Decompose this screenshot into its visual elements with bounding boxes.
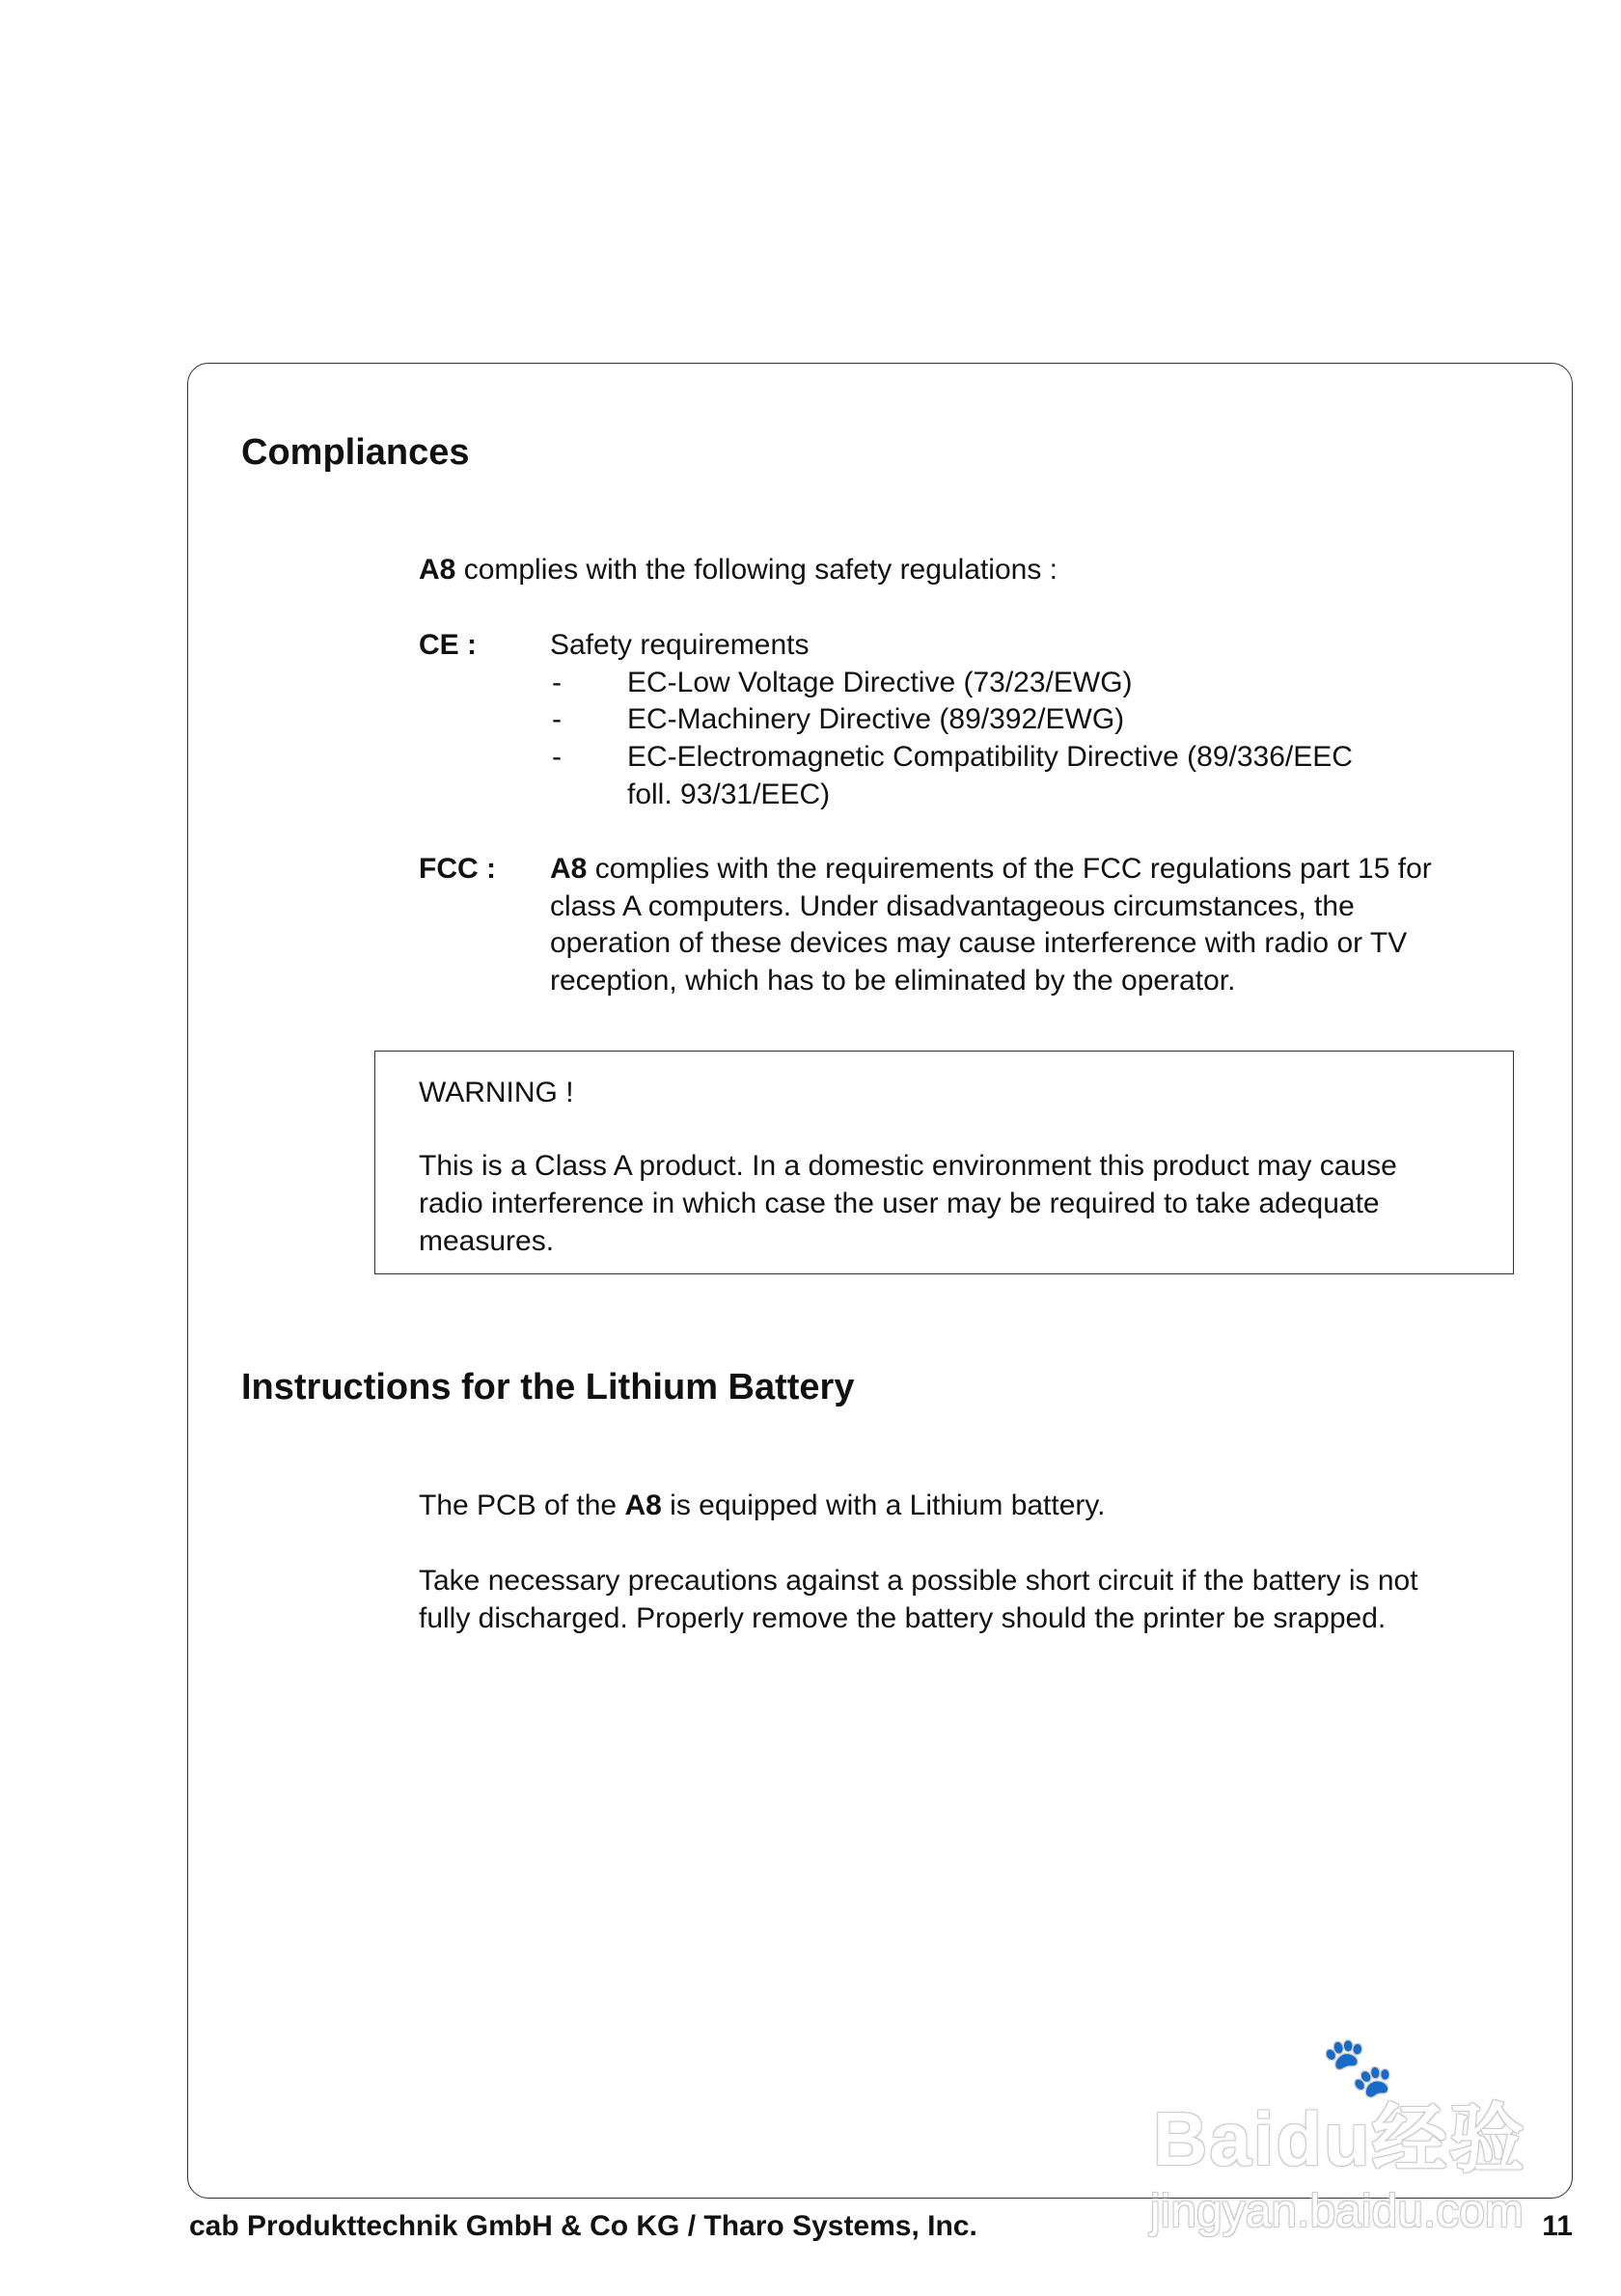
product-name: A8 — [419, 554, 456, 586]
fcc-text: complies with the requirements of the FCC regulations part 15 for — [587, 853, 1432, 885]
fcc-line: class A computers. Under disadvantageous circumstances, the — [550, 890, 1355, 922]
compliances-heading: Compliances — [241, 432, 470, 473]
battery-line: fully discharged. Properly remove the battery should the printer be srapped. — [419, 1602, 1387, 1634]
ce-item: EC-Low Voltage Directive (73/23/EWG) — [627, 667, 1133, 698]
warning-title: WARNING ! — [419, 1077, 574, 1108]
warning-line: radio interference in which case the user may be required to take adequate — [419, 1188, 1380, 1219]
ce-item-dash: - — [552, 667, 562, 698]
page-number: 11 — [1542, 2210, 1573, 2242]
ce-item: EC-Machinery Directive (89/392/EWG) — [627, 703, 1125, 735]
fcc-line: reception, which has to be eliminated by the operator. — [550, 965, 1236, 997]
battery-heading: Instructions for the Lithium Battery — [241, 1367, 855, 1408]
intro-text: complies with the following safety regulations : — [455, 554, 1058, 586]
fcc-label: FCC : — [419, 853, 496, 885]
watermark-logo — [1153, 2035, 1526, 2187]
warning-line: measures. — [419, 1225, 555, 1257]
battery-line — [419, 1488, 1106, 1524]
ce-item-dash: - — [552, 703, 562, 735]
battery-text: is equipped with a Lithium battery. — [661, 1490, 1106, 1521]
ce-label: CE : — [419, 629, 477, 661]
ce-item-dash: - — [552, 741, 562, 773]
battery-text: The PCB of the — [419, 1490, 625, 1521]
watermark-logo-text: Baidu经验 — [1153, 2096, 1526, 2181]
product-name: A8 — [624, 1490, 662, 1521]
paw-icon: 🐾 — [1322, 2035, 1396, 2099]
fcc-line: operation of these devices may cause interference with radio or TV — [550, 927, 1408, 959]
fcc-line — [550, 851, 1432, 888]
warning-line: This is a Class A product. In a domestic environment this product may cause — [419, 1150, 1397, 1182]
battery-line: Take necessary precautions against a possible short circuit if the battery is not — [419, 1565, 1418, 1597]
ce-item: EC-Electromagnetic Compatibility Directive (89/336/EEC — [627, 741, 1353, 773]
compliance-intro — [419, 552, 1058, 588]
ce-title: Safety requirements — [550, 629, 810, 661]
footer-company: cab Produkttechnik GmbH & Co KG / Tharo Systems, Inc. — [189, 2210, 977, 2242]
page-frame — [187, 363, 1573, 2199]
ce-item-continuation: foll. 93/31/EEC) — [627, 779, 831, 810]
product-name: A8 — [550, 853, 588, 885]
watermark-url: jingyan.baidu.com — [1150, 2186, 1524, 2237]
